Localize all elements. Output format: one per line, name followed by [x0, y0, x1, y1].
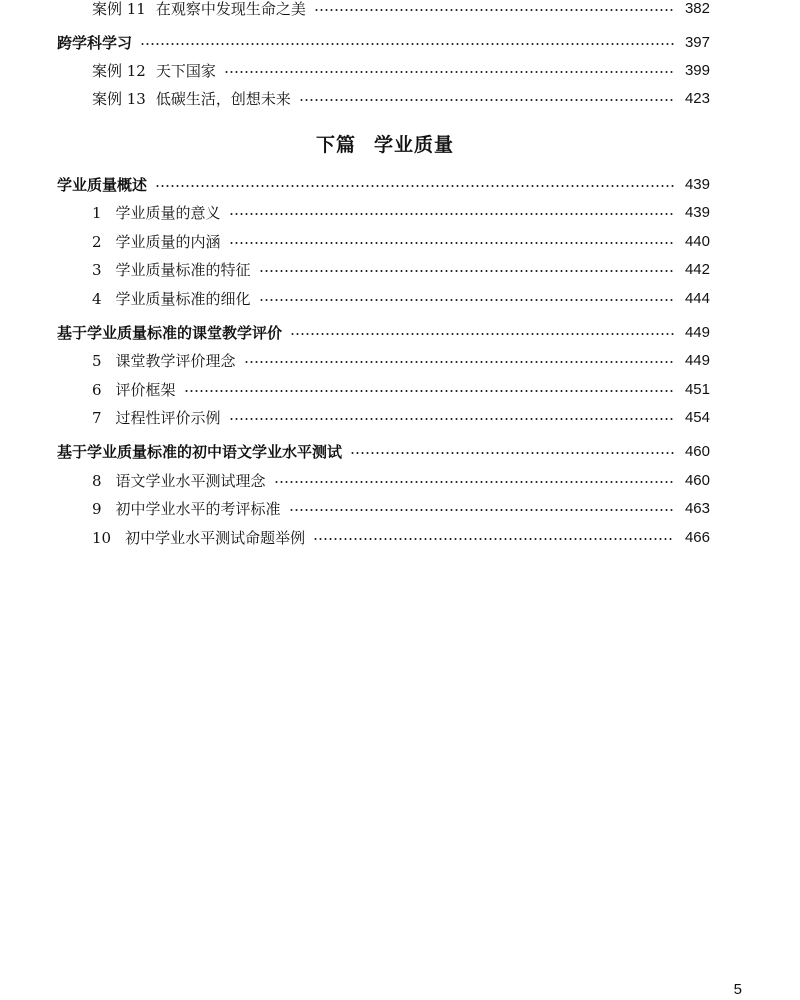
dot-leader [229, 213, 674, 215]
toc-item-number: 9 [92, 500, 102, 518]
toc-item-number: 10 [92, 529, 112, 547]
toc-item-title: 学业质量的内涵 [115, 233, 221, 251]
toc-page-number: 451 [684, 381, 710, 398]
dot-leader [314, 9, 674, 11]
toc-item-case-11 [92, 0, 710, 21]
toc-section-title: 基于学业质量标准的课堂教学评价 [57, 324, 283, 342]
dot-leader [313, 538, 674, 540]
dot-leader [350, 452, 674, 454]
toc-item-title: 学业质量的意义 [115, 204, 221, 222]
toc-item-title: 过程性评价示例 [115, 409, 221, 427]
toc-item-number: 1 [92, 204, 102, 222]
toc-item-4 [92, 287, 710, 311]
toc-item-number: 2 [92, 233, 102, 251]
toc-item-case-13 [92, 87, 710, 111]
toc-item-title: 初中学业水平测试命题举例 [125, 529, 306, 547]
toc-item-case-12 [92, 59, 710, 83]
toc-section-title: 学业质量概述 [57, 176, 148, 194]
toc-page-number: 439 [684, 176, 710, 193]
toc-item-5 [92, 349, 710, 373]
dot-leader [289, 509, 674, 511]
dot-leader [274, 481, 674, 483]
toc-item-9 [92, 497, 710, 521]
toc-item-number: 5 [92, 352, 102, 370]
toc-item-label [92, 526, 305, 550]
toc-item-number: 6 [92, 381, 102, 399]
toc-page-number: 463 [684, 500, 710, 517]
dot-leader [229, 242, 674, 244]
toc-item-label [92, 0, 306, 21]
toc-item-title: 学业质量标准的特征 [115, 261, 251, 279]
toc-page-number: 454 [684, 409, 710, 426]
toc-item-1 [92, 201, 710, 225]
toc-page-number: 423 [684, 90, 710, 107]
toc-item-title: 学业质量标准的细化 [115, 290, 251, 308]
toc-section-title: 基于学业质量标准的初中语文学业水平测试 [57, 443, 343, 461]
toc-item-label [92, 287, 251, 311]
dot-leader [155, 185, 674, 187]
toc-section-classroom-evaluation [57, 321, 710, 345]
part-title-prefix: 下篇 [315, 134, 356, 156]
toc-item-title: 低碳生活，创想未来 [155, 90, 291, 108]
dot-leader [259, 299, 674, 301]
toc-item-label [92, 378, 176, 402]
toc-item-label [92, 59, 216, 83]
toc-section-interdisciplinary [57, 31, 710, 55]
toc-item-title: 语文学业水平测试理念 [115, 472, 266, 490]
toc-section-quality-overview [57, 173, 710, 197]
toc-item-label [92, 469, 266, 493]
dot-leader [259, 270, 674, 272]
toc-item-number: 案例 13 [92, 90, 146, 108]
dot-leader [224, 71, 674, 73]
toc-item-number: 8 [92, 472, 102, 490]
toc-page-number: 442 [684, 261, 710, 278]
toc-section-junior-test [57, 440, 710, 464]
toc-item-label [92, 406, 221, 430]
toc-item-7 [92, 406, 710, 430]
dot-leader [290, 333, 674, 335]
toc-item-number: 案例 11 [92, 0, 146, 18]
toc-item-title: 评价框架 [115, 381, 176, 399]
dot-leader [299, 99, 674, 101]
toc-item-number: 7 [92, 409, 102, 427]
toc-item-label [92, 230, 221, 254]
toc-page-number: 439 [684, 204, 710, 221]
toc-page-number: 449 [684, 352, 710, 369]
toc-item-number: 3 [92, 261, 102, 279]
toc-page-number: 397 [684, 34, 710, 51]
toc-page-number: 382 [684, 0, 710, 17]
toc-item-6 [92, 378, 710, 402]
toc-item-8 [92, 469, 710, 493]
toc-item-number: 案例 12 [92, 62, 146, 80]
toc-page-number: 440 [684, 233, 710, 250]
toc-page-number: 466 [684, 529, 710, 546]
toc-item-title: 初中学业水平的考评标准 [115, 500, 281, 518]
toc-section-title: 跨学科学习 [57, 34, 133, 52]
dot-leader [244, 361, 674, 363]
toc-page-number: 444 [684, 290, 710, 307]
toc-page-number: 449 [684, 324, 710, 341]
toc-item-label [92, 497, 281, 521]
toc-item-title: 天下国家 [155, 62, 216, 80]
toc-item-3 [92, 258, 710, 282]
toc-item-title: 课堂教学评价理念 [115, 352, 236, 370]
part-title [0, 130, 770, 157]
toc-item-2 [92, 230, 710, 254]
dot-leader [140, 43, 674, 45]
dot-leader [229, 418, 674, 420]
toc-item-number: 4 [92, 290, 102, 308]
toc-item-title: 在观察中发现生命之美 [155, 0, 306, 18]
page-folio: 5 [733, 981, 742, 998]
toc-item-label [92, 258, 251, 282]
toc-item-10 [92, 526, 710, 550]
toc-page-number: 460 [684, 472, 710, 489]
toc-item-label [92, 87, 291, 111]
toc-item-label [92, 349, 236, 373]
toc-page-number: 460 [684, 443, 710, 460]
part-title-name: 学业质量 [374, 134, 455, 156]
dot-leader [184, 390, 674, 392]
toc-item-label [92, 201, 221, 225]
toc-page-number: 399 [684, 62, 710, 79]
